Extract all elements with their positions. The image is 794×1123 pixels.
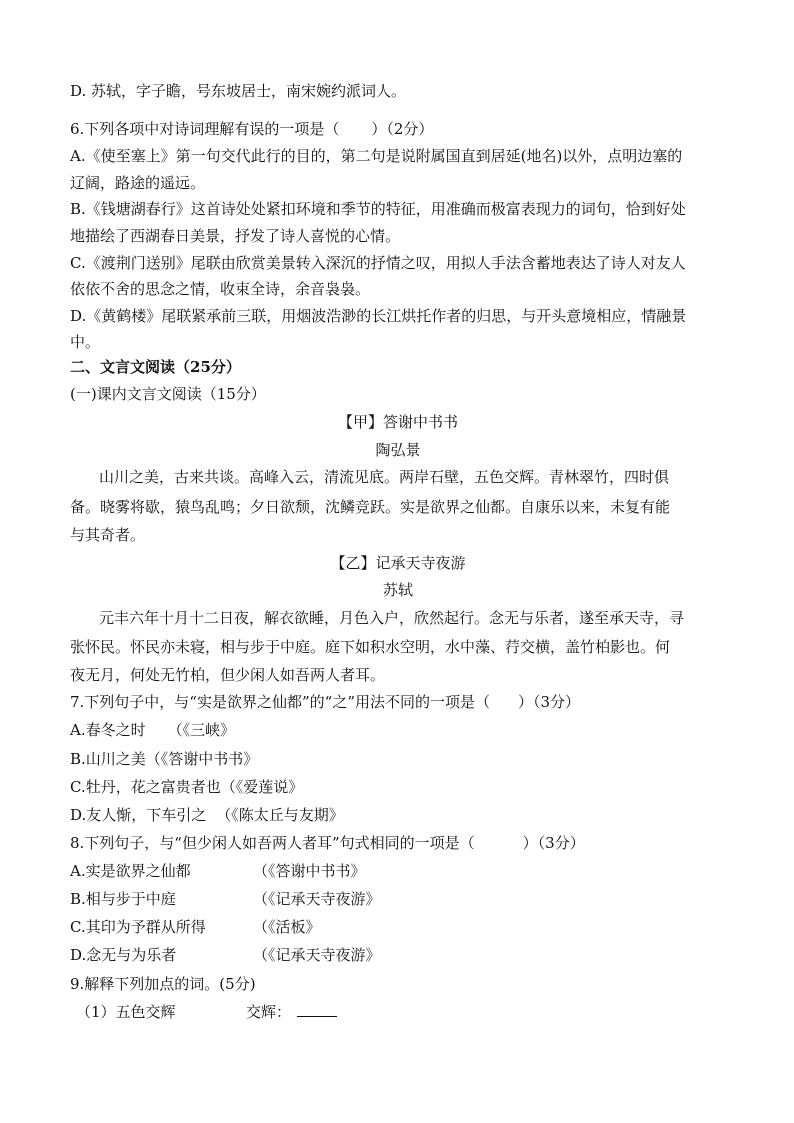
q6-option-a-line2: 辽阔，路途的遥远。 — [70, 174, 206, 192]
q8-option-a-source: （《答谢中书书》 — [253, 862, 366, 880]
passage-jia-line2: 备。晓雾将歇，猿鸟乱鸣；夕日欲颓，沈鳞竞跃。实是欲界之仙都。自康乐以来，未复有能 — [70, 498, 671, 516]
q6-option-d-line2: 中。 — [70, 333, 101, 351]
passage-yi-author: 苏轼 — [382, 581, 413, 599]
q8-option-c-source: （《活板》 — [253, 918, 321, 936]
passage-jia-line1: 山川之美，古来共谈。高峰入云，清流见底。两岸石壁，五色交辉。青林翠竹，四时俱 — [99, 468, 670, 486]
q8-option-d-text: D.念无与为乐者 — [70, 946, 177, 964]
q9-item1-label: 交辉： — [246, 1003, 292, 1021]
q9-item1 — [76, 1002, 732, 1022]
q8-option-c-text: C.其印为予群从所得 — [70, 918, 206, 936]
passage-jia-title: 【甲】答谢中书书 — [337, 413, 458, 431]
q6-option-c-line2: 依依不舍的思念之情，收束全诗，余音袅袅。 — [70, 280, 371, 298]
q8-option-b — [70, 889, 726, 909]
q8-option-a-text: A.实是欲界之仙都 — [70, 862, 191, 880]
passage-yi-line1: 元丰六年十月十二日夜，解衣欲睡，月色入户，欣然起行。念无与乐者，遂至承天寺，寻 — [99, 609, 685, 627]
q7-stem-pre: 7.下列句子中，与“实是欲界之仙都”的“之”用法不同的一项是（ — [70, 693, 490, 711]
passage-jia-line3: 与其奇者。 — [70, 526, 146, 544]
q7-option-a-source: （《三峡》 — [167, 721, 236, 739]
q9-item1-text: （1）五色交辉 — [76, 1003, 176, 1021]
q7-option-c: C.牡丹，花之富贵者也（《爱莲说》 — [70, 778, 304, 796]
q7-option-d-text: D.友人惭，下车引之 — [70, 806, 207, 824]
q6-option-b-line1: B.《钱塘湖春行》这首诗处处紧扣环境和季节的特征，用准确而极富表现力的词句，恰到好处 — [70, 200, 686, 218]
q6-stem — [70, 119, 726, 139]
q8-option-b-source: （《记承天寺夜游》 — [253, 890, 381, 908]
q8-option-d — [70, 945, 726, 965]
q7-stem — [70, 692, 726, 712]
q8-option-b-text: B.相与步于中庭 — [70, 890, 176, 908]
q5-option-d: D. 苏轼，字子瞻，号东坡居士，南宋婉约派词人。 — [70, 82, 407, 100]
q6-option-a-line1: A.《使至塞上》第一句交代此行的目的，第二句是说附属国直到居延(地名)以外，点明边塞的 — [70, 147, 683, 165]
q9-stem: 9.解释下列加点的词。(5分) — [70, 975, 256, 993]
q7-option-d-source: （《陈太丘与友期》 — [216, 806, 344, 824]
section2-heading: 二、文言文阅读（25分） — [70, 358, 241, 376]
q6-option-d-line1: D.《黄鹤楼》尾联紧承前三联，用烟波浩渺的长江烘托作者的归思，与开头意境相应，情融景 — [70, 307, 687, 325]
q7-option-a — [70, 720, 726, 740]
q7-option-a-text: A.春冬之时 — [70, 721, 146, 739]
q6-option-c-line1: C.《渡荆门送别》尾联由欣赏美景转入深沉的抒情之叹，用拟人手法含蓄地表达了诗人对友人 — [70, 254, 686, 272]
q8-option-a — [70, 861, 726, 881]
q8-stem-post: ）（3分） — [522, 834, 585, 852]
q8-stem-pre: 8.下列句子，与“但少闲人如吾两人者耳”句式相同的一项是（ — [70, 834, 475, 852]
q8-option-c — [70, 917, 726, 937]
q6-option-b-line2: 地描绘了西湖春日美景，抒发了诗人喜悦的心情。 — [70, 227, 401, 245]
section2-subheading: (一)课内文言文阅读（15分） — [70, 385, 266, 403]
q8-option-d-source: （《记承天寺夜游》 — [253, 946, 381, 964]
q9-item1-answer-blank[interactable] — [297, 1002, 337, 1017]
q6-stem-post: ）（2分） — [371, 120, 434, 138]
q8-stem — [70, 833, 726, 853]
passage-yi-line2: 张怀民。怀民亦未寝，相与步于中庭。庭下如积水空明，水中藻、荇交横，盖竹柏影也。何 — [70, 638, 671, 656]
passage-yi-line3: 夜无月，何处无竹柏，但少闲人如吾两人者耳。 — [70, 666, 386, 684]
q7-option-d — [70, 805, 726, 825]
passage-jia-author: 陶弘景 — [375, 441, 421, 459]
q7-stem-post: ）（3分） — [518, 693, 581, 711]
q7-option-b: B.山川之美（《答谢中书书》 — [70, 750, 259, 768]
q6-stem-pre: 6.下列各项中对诗词理解有误的一项是（ — [70, 120, 340, 138]
passage-yi-title: 【乙】记承天寺夜游 — [330, 554, 466, 572]
